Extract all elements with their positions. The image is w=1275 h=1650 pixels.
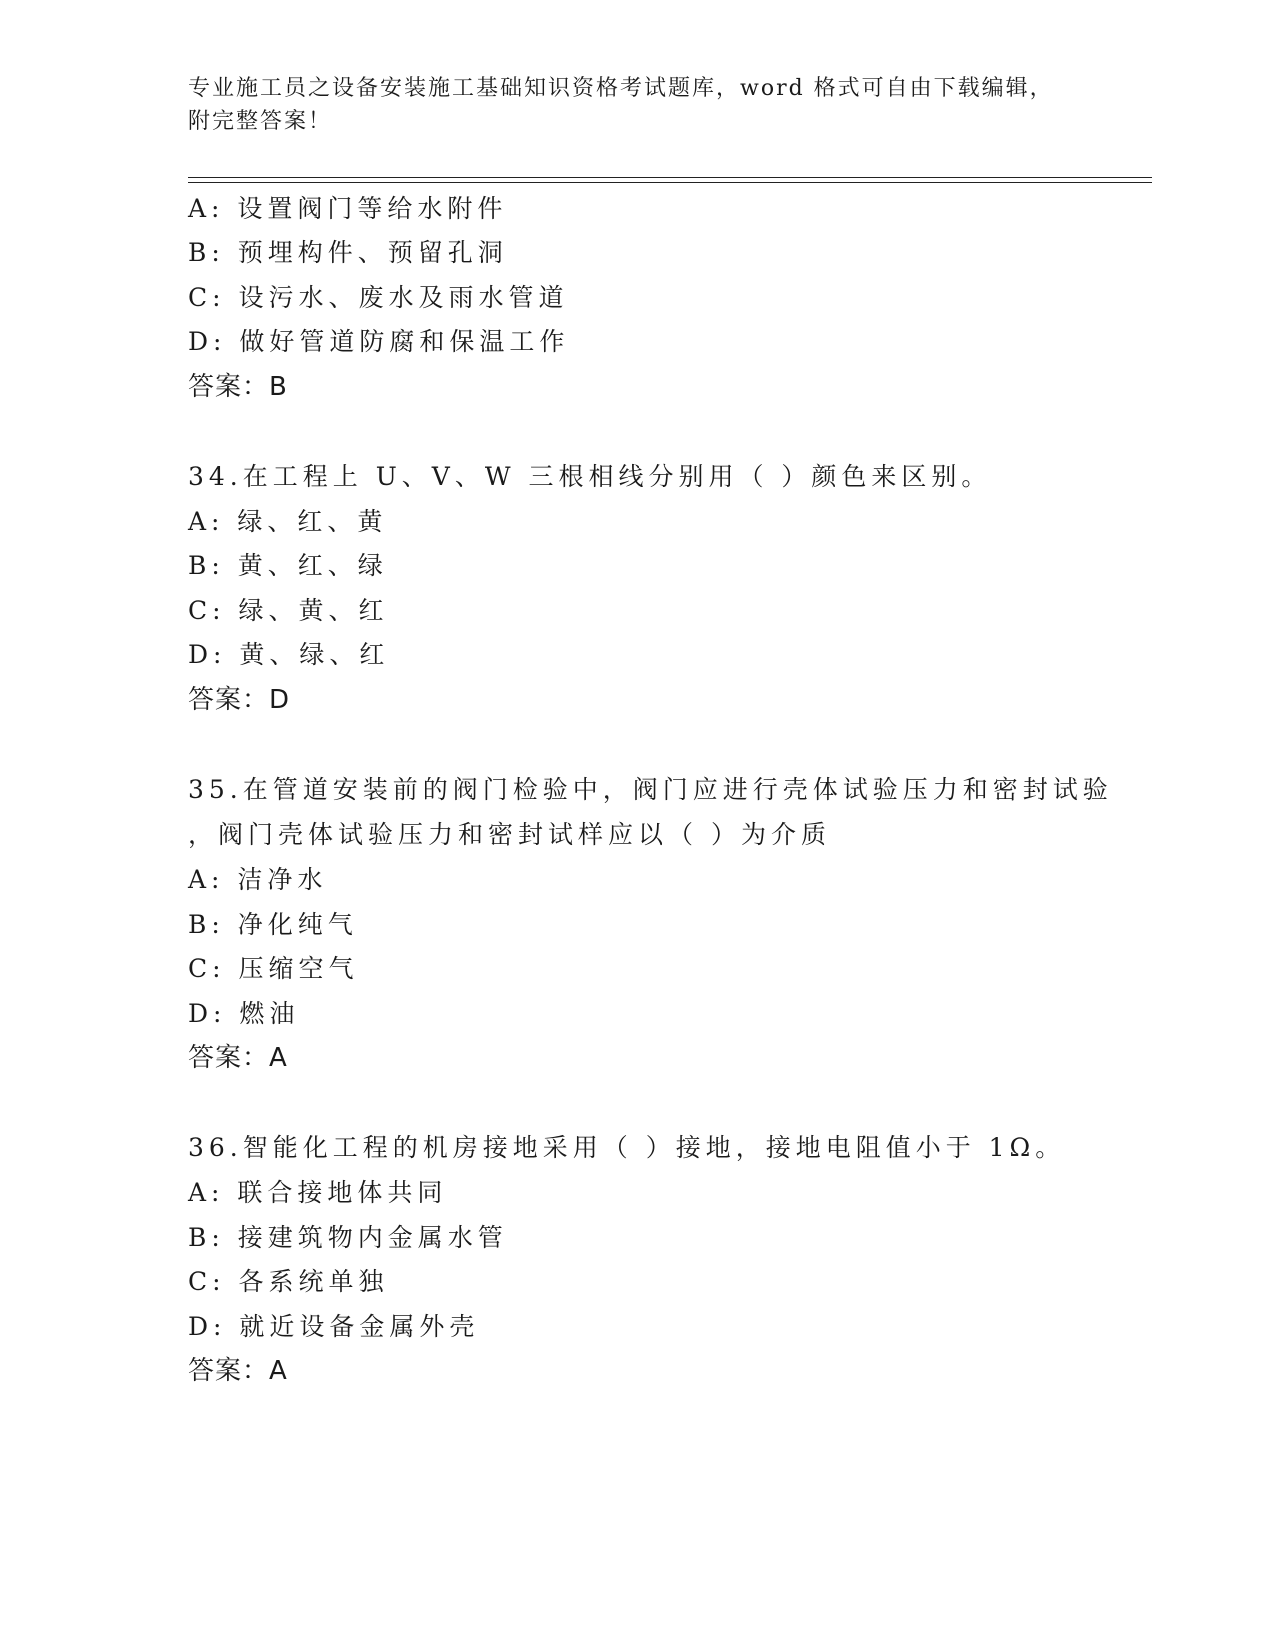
q35-option-c: C: 压缩空气: [188, 954, 359, 983]
q34-option-b: B: 黄、红、绿: [188, 551, 388, 580]
q35-option-d: D: 燃油: [188, 999, 300, 1028]
header-title-line1: 专业施工员之设备安装施工基础知识资格考试题库，word 格式可自由下载编辑，: [188, 76, 1054, 101]
q36-question: 36.智能化工程的机房接地采用（ ）接地，接地电阻值小于 1Ω。: [188, 1133, 1066, 1162]
q35-option-a: A: 洁净水: [188, 865, 328, 894]
q34-option-c: C: 绿、黄、红: [188, 596, 389, 625]
q33-answer: 答案：B: [188, 372, 288, 402]
q36-option-d: D: 就近设备金属外壳: [188, 1312, 480, 1341]
q36-option-a: A: 联合接地体共同: [188, 1178, 448, 1207]
q34-answer: 答案：D: [188, 685, 291, 715]
q33-option-d: D: 做好管道防腐和保温工作: [188, 327, 570, 356]
q36-option-b: B: 接建筑物内金属水管: [188, 1223, 508, 1252]
header-divider-bottom: [188, 182, 1152, 183]
q34-option-a: A: 绿、红、黄: [188, 507, 388, 536]
document-header: [188, 72, 1088, 138]
q34-question: 34.在工程上 U、V、W 三根相线分别用（ ）颜色来区别。: [188, 462, 992, 491]
header-divider-top: [188, 177, 1152, 178]
q35-option-b: B: 净化纯气: [188, 910, 358, 939]
q35-question-line2: ，阀门壳体试验压力和密封试样应以（ ）为介质: [188, 820, 831, 849]
header-title-line2: 附完整答案！: [188, 109, 333, 134]
q33-option-b: B: 预埋构件、预留孔洞: [188, 238, 508, 267]
q35-answer: 答案：A: [188, 1043, 288, 1073]
q34-option-d: D: 黄、绿、红: [188, 640, 390, 669]
q36-option-c: C: 各系统单独: [188, 1267, 389, 1296]
q36-answer: 答案：A: [188, 1356, 288, 1386]
q35-question-line1: 35.在管道安装前的阀门检验中，阀门应进行壳体试验压力和密封试验: [188, 775, 1113, 804]
q33-option-a: A: 设置阀门等给水附件: [188, 194, 508, 223]
q33-option-c: C: 设污水、废水及雨水管道: [188, 283, 569, 312]
